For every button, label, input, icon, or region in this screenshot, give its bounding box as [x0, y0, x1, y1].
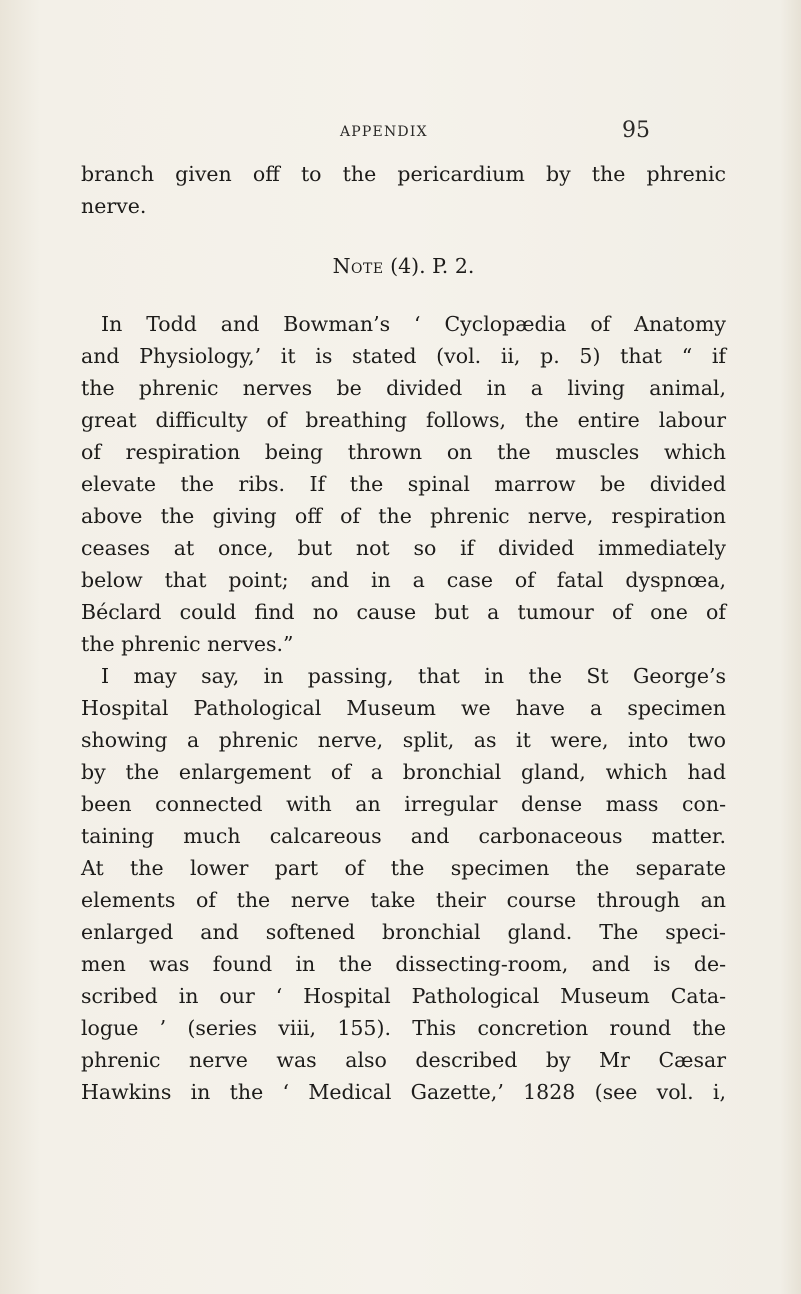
paragraph-continuation [81, 158, 726, 222]
text-line: of respiration being thrown on the muscles which [81, 440, 726, 464]
text-line: phrenic nerve was also described by Mr Cæsar [81, 1048, 726, 1072]
text-line: taining much calcareous and carbonaceous matter. [81, 824, 726, 848]
text-line: great difficulty of breathing follows, the entire labour [81, 408, 726, 432]
text-line: men was found in the dissecting-room, and is de- [81, 952, 726, 976]
text-line: logue ’ (series viii, 155). This concretion round the [81, 1016, 726, 1040]
text-line: Hawkins in the ‘ Medical Gazette,’ 1828 (see vol. i, [81, 1080, 726, 1104]
text-line: by the enlargement of a bronchial gland, which had [81, 760, 726, 784]
text-line: the phrenic nerves be divided in a living animal, [81, 376, 726, 400]
text-line: scribed in our ‘ Hospital Pathological Museum Cata- [81, 984, 726, 1008]
running-head [0, 118, 801, 148]
text-line: elevate the ribs. If the spinal marrow be divided [81, 472, 726, 496]
note-heading [81, 250, 726, 282]
note-heading-word: Note [332, 254, 384, 278]
text-line: above the giving off of the phrenic nerve, respiration [81, 504, 726, 528]
text-line: the phrenic nerves.” [81, 632, 294, 656]
text-line: been connected with an irregular dense mass con- [81, 792, 726, 816]
text-line: Hospital Pathological Museum we have a specimen [81, 696, 726, 720]
text-line: At the lower part of the specimen the separate [81, 856, 726, 880]
note-heading-rest: (4). P. 2. [383, 254, 475, 278]
text-line: and Physiology,’ it is stated (vol. ii, p. 5) that “ if [81, 344, 726, 368]
text-line: nerve. [81, 194, 147, 218]
body-text [81, 158, 726, 1108]
paragraph-specimen [81, 660, 726, 1108]
text-line: branch given off to the pericardium by the phrenic [81, 162, 726, 186]
paragraph-quotation [81, 308, 726, 660]
text-line: Béclard could find no cause but a tumour of one of [81, 600, 726, 624]
text-line: ceases at once, but not so if divided immediately [81, 536, 726, 560]
running-title: APPENDIX [340, 124, 428, 140]
text-line: below that point; and in a case of fatal dyspnœa, [81, 568, 726, 592]
text-line: elements of the nerve take their course through an [81, 888, 726, 912]
text-line: I may say, in passing, that in the St George’s [101, 664, 726, 688]
page-number: 95 [622, 118, 650, 143]
text-line: In Todd and Bowman’s ‘ Cyclopædia of Anatomy [101, 312, 726, 336]
text-line: showing a phrenic nerve, split, as it were, into two [81, 728, 726, 752]
text-line: enlarged and softened bronchial gland. The speci- [81, 920, 726, 944]
